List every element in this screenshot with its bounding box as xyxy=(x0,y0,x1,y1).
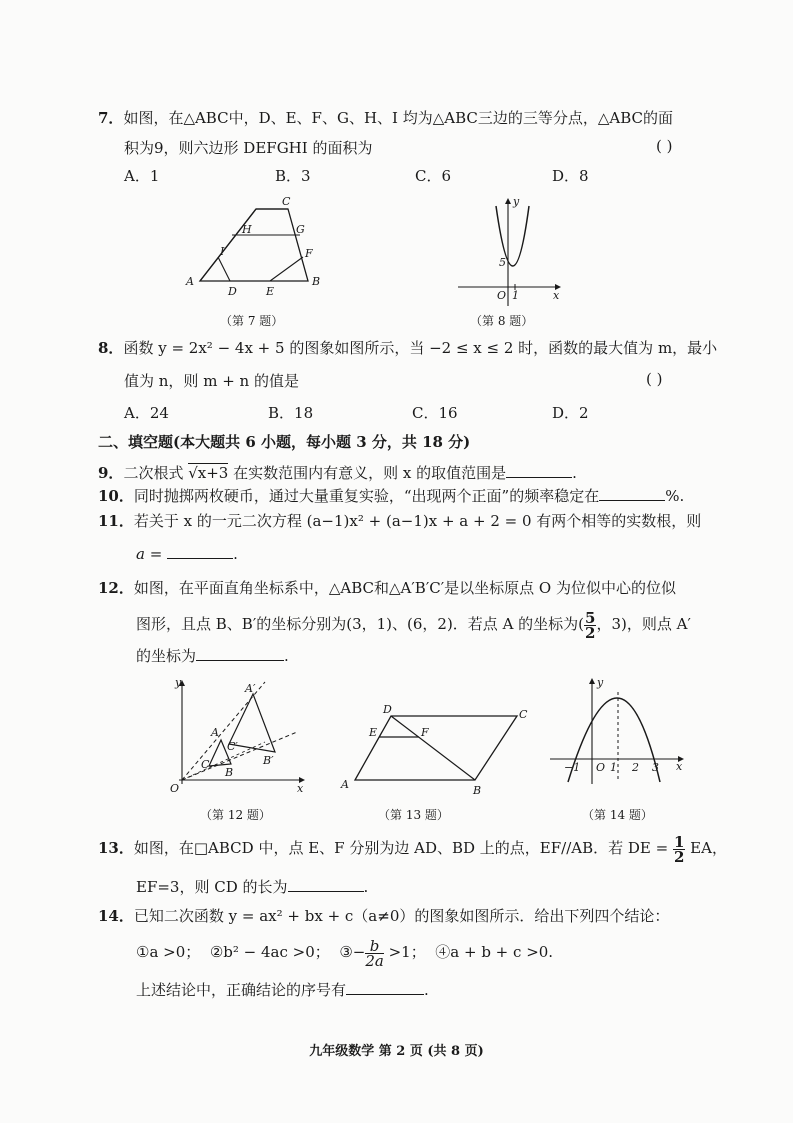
q12-ray-b xyxy=(182,732,297,780)
q7-side-ac xyxy=(200,209,256,281)
q7-label-d: D xyxy=(228,285,237,298)
q12-label-b2: B′ xyxy=(263,754,274,767)
q8-line1 xyxy=(98,337,717,359)
q14-conclusion-3-b: >1； xyxy=(383,943,426,961)
q12-end: . xyxy=(284,647,289,665)
q7-triangle-outline xyxy=(200,209,308,281)
q12-fraction-top: 5 xyxy=(585,608,596,627)
q14-parabola-figure xyxy=(542,672,692,797)
q12-ray-a xyxy=(182,682,265,780)
section-fill-in-heading: 二、填空题(本大题共 6 小题，每小题 3 分，共 18 分) xyxy=(98,433,471,451)
q13-label-a: A xyxy=(341,778,349,791)
q12-text-line2-a: 图形，且点 B、B′的坐标分别为(3，1)、(6，2)．若点 A 的坐标为( xyxy=(136,615,585,633)
q7-option-a: A．1 xyxy=(124,167,160,185)
q12-caption: （第 12 题） xyxy=(200,808,271,822)
q13-fraction-top: 1 xyxy=(673,832,685,851)
q8-label-o: O xyxy=(497,289,507,302)
q12-label-o: O xyxy=(170,782,180,795)
q10-answer-blank[interactable] xyxy=(599,484,665,501)
q13-line2 xyxy=(136,875,368,898)
q12-fraction-bottom: 2 xyxy=(585,623,596,642)
q14-line1 xyxy=(98,905,669,927)
q12-number: 12． xyxy=(98,579,134,597)
q8-label-1: 1 xyxy=(512,289,519,302)
q12-answer-blank[interactable] xyxy=(196,644,284,661)
q14-answer-blank[interactable] xyxy=(346,978,424,995)
q8-y-arrow xyxy=(505,198,511,204)
q12-label-a2: A′ xyxy=(245,682,256,695)
q13-number: 13． xyxy=(98,839,134,857)
q9-radical: √x+3 xyxy=(188,464,229,482)
q11-end: . xyxy=(233,545,238,563)
q14-number: 14． xyxy=(98,907,134,925)
q14-label-1: 1 xyxy=(610,761,617,774)
q11-line1 xyxy=(98,510,701,532)
q14-conclusions xyxy=(136,934,553,970)
q11-answer-blank[interactable] xyxy=(167,542,233,559)
q14-conclusion-3-fraction xyxy=(365,936,384,970)
q13-label-e: E xyxy=(369,726,378,739)
q12-line2 xyxy=(136,608,691,640)
q14-conclusion-3-a: ③− xyxy=(339,943,366,961)
q13-fraction-bottom: 2 xyxy=(673,847,685,866)
q8-option-a: A．24 xyxy=(124,404,169,422)
q12-line3 xyxy=(136,644,289,667)
q14-label-minus1: −1 xyxy=(564,761,581,774)
q13-label-d: D xyxy=(383,703,392,716)
q12-text-line3: 的坐标为 xyxy=(136,647,197,665)
q8-line2: 值为 n，则 m + n 的值是 xyxy=(124,372,299,390)
q13-line1 xyxy=(98,830,727,866)
q14-label-3: 3 xyxy=(652,761,659,774)
q12-label-b: B xyxy=(225,766,234,779)
q14-fraction-top: b xyxy=(365,939,384,954)
q9-text-a: 二次根式 xyxy=(123,464,189,482)
q7-segment-id xyxy=(218,257,230,281)
q7-caption: （第 7 题） xyxy=(220,314,284,328)
q9-end: . xyxy=(572,464,577,482)
q13-parallelogram-outline xyxy=(355,716,517,780)
q14-conclusion-4: ④a + b + c >0. xyxy=(435,943,554,961)
q13-answer-blank[interactable] xyxy=(288,875,364,892)
q12-label-x: x xyxy=(297,782,304,795)
q14-label-y: y xyxy=(597,676,604,689)
q10-text: 同时抛掷两枚硬币，通过大量重复实验，“出现两个正面”的频率稳定在 xyxy=(133,487,600,505)
q14-label-o: O xyxy=(596,761,606,774)
q10-end: %. xyxy=(665,487,685,505)
q14-caption: （第 14 题） xyxy=(582,808,653,822)
q10-number: 10． xyxy=(98,487,134,505)
q8-caption: （第 8 题） xyxy=(470,314,534,328)
q13-text-b: EA， xyxy=(685,839,727,857)
q14-end: . xyxy=(424,981,429,999)
q14-line3 xyxy=(136,978,429,1001)
q11-text-line2: a = xyxy=(136,545,168,563)
q12-text-line1: 如图，在平面直角坐标系中，△ABC和△A′B′C′是以坐标原点 O 为位似中心的位似 xyxy=(133,579,676,597)
q8-label-5: 5 xyxy=(499,256,506,269)
q13-label-b: B xyxy=(473,784,482,797)
q14-label-x: x xyxy=(676,760,683,773)
q7-option-c: C．6 xyxy=(415,167,452,185)
q9-line xyxy=(98,461,577,484)
q7-label-b: B xyxy=(312,275,321,288)
q7-label-h: H xyxy=(242,223,252,236)
q14-fraction-bottom: 2a xyxy=(365,951,384,970)
q7-label-a: A xyxy=(186,275,194,288)
q9-number: 9． xyxy=(98,464,124,482)
q7-label-f: F xyxy=(305,247,313,260)
q7-label-g: G xyxy=(296,223,305,236)
q12-fraction xyxy=(584,608,596,642)
q12-label-y: y xyxy=(175,676,182,689)
q7-label-c: C xyxy=(282,195,291,208)
q13-parallelogram-figure xyxy=(335,700,535,800)
q11-line2 xyxy=(136,542,238,565)
q12-label-a: A xyxy=(211,726,219,739)
q8-text-line1: 函数 y = 2x² − 4x + 5 的图象如图所示，当 −2 ≤ x ≤ 2 时，函数的最大值为 m，最小 xyxy=(123,339,718,357)
q7-triangle-figure xyxy=(170,195,330,298)
q8-answer-paren: ( ) xyxy=(646,370,663,388)
q8-number: 8． xyxy=(98,339,124,357)
q8-option-b: B．18 xyxy=(268,404,314,422)
q11-text-line1: 若关于 x 的一元二次方程 (a−1)x² + (a−1)x + a + 2 = 0 有两个相等的实数根，则 xyxy=(133,512,702,530)
q9-text-b: 在实数范围内有意义，则 x 的取值范围是 xyxy=(228,464,507,482)
q7-label-e: E xyxy=(266,285,275,298)
q14-conclusion-1: ①a >0； xyxy=(136,943,201,961)
q13-label-f: F xyxy=(421,726,429,739)
q7-number: 7． xyxy=(98,109,124,127)
q7-option-b: B．3 xyxy=(275,167,311,185)
q7-line1 xyxy=(98,107,673,129)
q13-text-line2: EF=3，则 CD 的长为 xyxy=(136,878,288,896)
q7-option-d: D．8 xyxy=(552,167,589,185)
q8-parabola-figure xyxy=(455,195,565,308)
q14-text-line1: 已知二次函数 y = ax² + bx + c（a≠0）的图象如图所示．给出下列四个结论： xyxy=(133,907,670,925)
q13-caption: （第 13 题） xyxy=(378,808,449,822)
q13-end: . xyxy=(363,878,369,896)
q14-conclusion-2: ②b² − 4ac >0； xyxy=(209,943,330,961)
q14-text-line3: 上述结论中，正确结论的序号有 xyxy=(136,981,347,999)
page-footer: 九年级数学 第 2 页 (共 8 页) xyxy=(309,1044,484,1059)
q7-text-line1: 如图，在△ABC中，D、E、F、G、H、I 均为△ABC三边的三等分点，△ABC的面 xyxy=(123,109,674,127)
q7-label-i: I xyxy=(220,245,225,258)
q13-diagonal-bd xyxy=(391,716,475,780)
q8-option-c: C．16 xyxy=(412,404,458,422)
q12-coordinate-figure xyxy=(165,672,315,797)
q12-line1 xyxy=(98,577,676,599)
q13-fraction xyxy=(673,832,685,866)
q11-number: 11． xyxy=(98,512,134,530)
q9-answer-blank[interactable] xyxy=(506,461,572,478)
q10-line xyxy=(98,484,684,507)
q12-label-c2: C′ xyxy=(227,740,238,753)
q12-label-c: C xyxy=(201,758,210,771)
q8-label-x: x xyxy=(553,289,560,302)
q7-segment-ef xyxy=(270,257,303,281)
q12-text-line2-b: ，3)，则点 A′ xyxy=(596,615,691,633)
q7-answer-paren: ( ) xyxy=(656,137,673,155)
q13-label-c: C xyxy=(519,708,528,721)
q8-label-y: y xyxy=(513,195,520,208)
q8-option-d: D．2 xyxy=(552,404,589,422)
q7-line2: 积为9，则六边形 DEFGHI 的面积为 xyxy=(124,139,373,157)
q14-label-2: 2 xyxy=(632,761,639,774)
q13-text-a: 如图，在□ABCD 中，点 E、F 分别为边 AD、BD 上的点，EF//AB．若 DE = xyxy=(133,839,673,857)
